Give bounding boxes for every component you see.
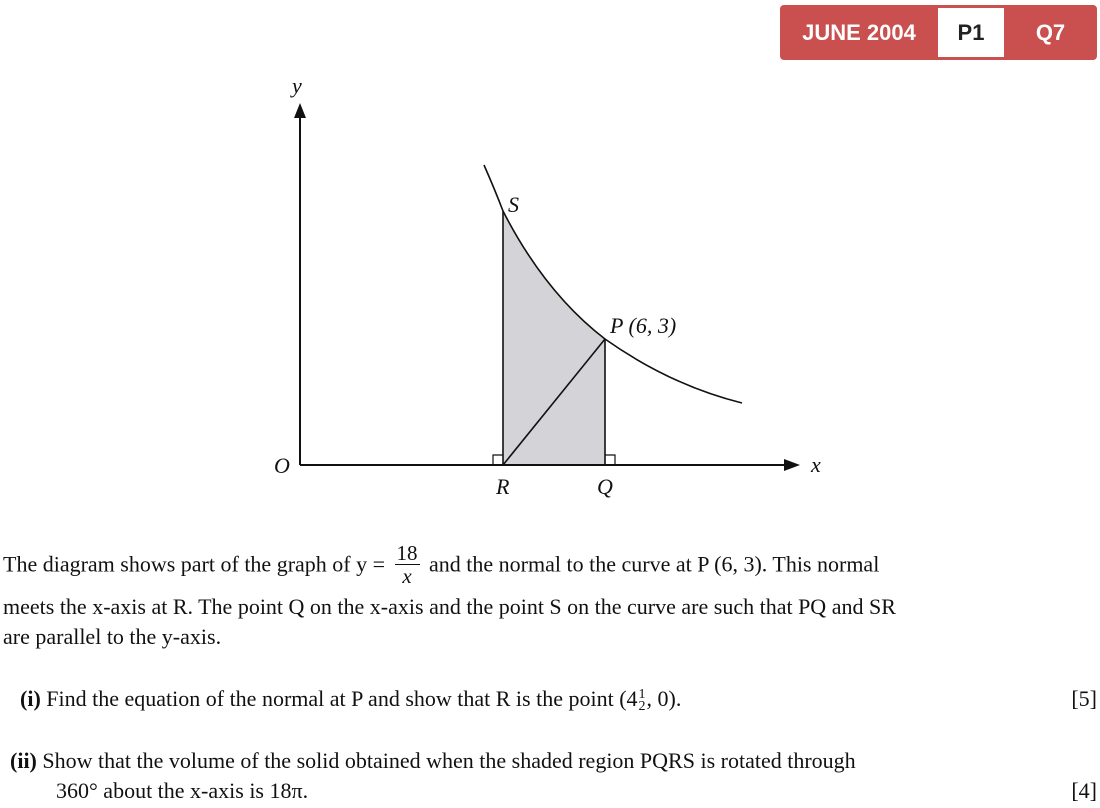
part-ii-text-2: 360° about the x-axis is 18π. <box>56 778 309 803</box>
half-denominator: 2 <box>638 698 646 714</box>
intro-text-after-fraction: and the normal to the curve at P (6, 3). This normal <box>429 551 880 577</box>
part-i-text-before: Find the equation of the normal at P and show that R is the point (4 <box>46 686 638 711</box>
point-p-label: P (6, 3) <box>610 313 677 338</box>
graph-diagram <box>0 60 1100 510</box>
point-r-label: R <box>496 474 510 499</box>
x-axis-label: x <box>811 452 821 477</box>
fraction-denominator: x <box>402 564 412 588</box>
part-ii-marks: [4] <box>1071 778 1097 803</box>
origin-label: O <box>274 453 290 478</box>
exam-date-label: JUNE 2004 <box>802 20 916 45</box>
right-angle-marker-r <box>493 455 503 465</box>
part-ii-text-1: Show that the volume of the solid obtained when the shaded region PQRS is rotated through <box>42 748 856 773</box>
intro-text-before-fraction: The diagram shows part of the graph of y = <box>3 551 386 577</box>
intro-line-2: meets the x-axis at R. The point Q on the x-axis and the point S on the curve are such that PQ and SR <box>3 594 896 619</box>
part-i-text-after: , 0). <box>646 686 682 711</box>
part-i <box>20 682 1100 716</box>
part-ii-label: (ii) <box>10 748 37 773</box>
right-angle-marker-q <box>605 455 615 465</box>
shaded-region-pqrs <box>503 211 605 465</box>
intro-line-1 <box>3 541 880 589</box>
y-axis-label: y <box>292 73 302 98</box>
question-tag <box>780 5 1097 60</box>
half-numerator: 1 <box>638 686 646 702</box>
part-i-label: (i) <box>20 686 41 711</box>
intro-line-3: are parallel to the y-axis. <box>3 624 222 649</box>
point-q-label: Q <box>597 474 613 499</box>
question-number-label: Q7 <box>1035 20 1066 45</box>
x-axis-arrow <box>784 459 800 471</box>
part-ii-line-1 <box>10 744 1100 778</box>
half-fraction <box>638 686 646 714</box>
fraction-numerator: 18 <box>396 541 418 565</box>
y-axis-arrow <box>294 103 306 118</box>
part-ii-line-2 <box>56 774 1100 808</box>
fraction-18-over-x <box>395 542 420 587</box>
part-i-marks: [5] <box>1071 686 1097 711</box>
point-s-label: S <box>508 192 519 217</box>
paper-label: P1 <box>938 8 1004 57</box>
